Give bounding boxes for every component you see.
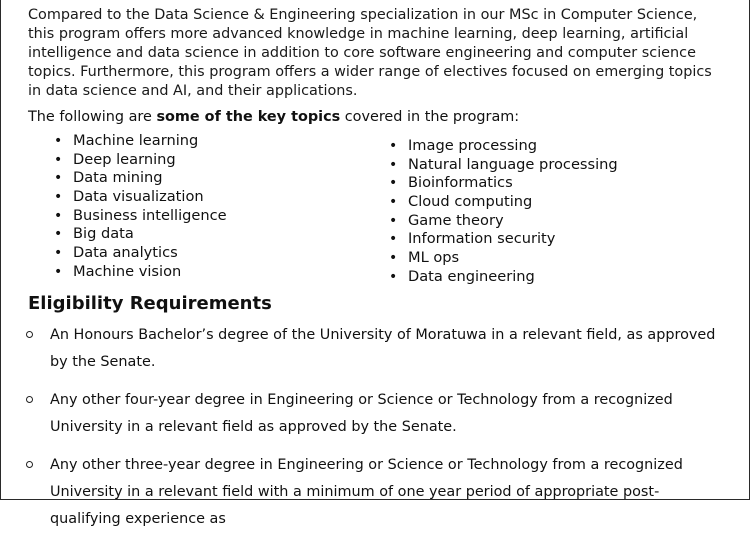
requirement-item bbox=[50, 452, 726, 533]
topic-item: • Data visualization bbox=[54, 188, 227, 207]
requirement-text: Any other three-year degree in Engineering or Science or Technology from a recognized University in a relevant field with a minimum of one year period of appropriate post-qualifying experience as bbox=[50, 457, 683, 527]
topics-intro-bold: some of the key topics bbox=[156, 109, 341, 125]
topic-item: • Big data bbox=[54, 225, 227, 244]
circle-bullet-icon bbox=[26, 396, 33, 403]
topics-intro-before: The following are bbox=[28, 109, 157, 125]
topic-item: • Image processing bbox=[389, 137, 618, 156]
topic-item: • Data engineering bbox=[389, 268, 618, 287]
requirement-item bbox=[50, 387, 726, 441]
topic-item: • Cloud computing bbox=[389, 193, 618, 212]
topic-item: • Machine learning bbox=[54, 132, 227, 151]
circle-bullet-icon bbox=[26, 461, 33, 468]
topic-item: • Deep learning bbox=[54, 151, 227, 170]
intro-paragraph: Compared to the Data Science & Engineering specialization in our MSc in Computer Science, this program offers more advanced knowledge in machine learning, deep learning, artificial intelligence and data science in addition to core software engineering and computer science topics. Furthermore, this program offers a wider range of electives focused on emerging topics in data science and AI, and their applications. bbox=[28, 7, 712, 99]
requirement-text: An Honours Bachelor’s degree of the University of Moratuwa in a relevant field, as approved by the Senate. bbox=[50, 327, 716, 370]
topic-item: • Data analytics bbox=[54, 244, 227, 263]
topics-list-right bbox=[389, 137, 618, 287]
circle-bullet-icon bbox=[26, 331, 33, 338]
topic-item: • Data mining bbox=[54, 169, 227, 188]
eligibility-heading: Eligibility Requirements bbox=[28, 293, 272, 314]
topics-intro-after: covered in the program: bbox=[340, 109, 520, 125]
topic-item: • Business intelligence bbox=[54, 207, 227, 226]
topic-item: • Information security bbox=[389, 230, 618, 249]
topics-intro bbox=[28, 108, 519, 127]
topic-item: • Bioinformatics bbox=[389, 174, 618, 193]
topic-item: • ML ops bbox=[389, 249, 618, 268]
topic-item: • Game theory bbox=[389, 212, 618, 231]
requirement-text: Any other four-year degree in Engineering or Science or Technology from a recognized University in a relevant field as approved by the Senate. bbox=[50, 392, 673, 435]
topic-item: • Machine vision bbox=[54, 263, 227, 282]
topic-item: • Natural language processing bbox=[389, 156, 618, 175]
requirement-item bbox=[50, 322, 726, 376]
topics-list-left bbox=[54, 132, 227, 282]
